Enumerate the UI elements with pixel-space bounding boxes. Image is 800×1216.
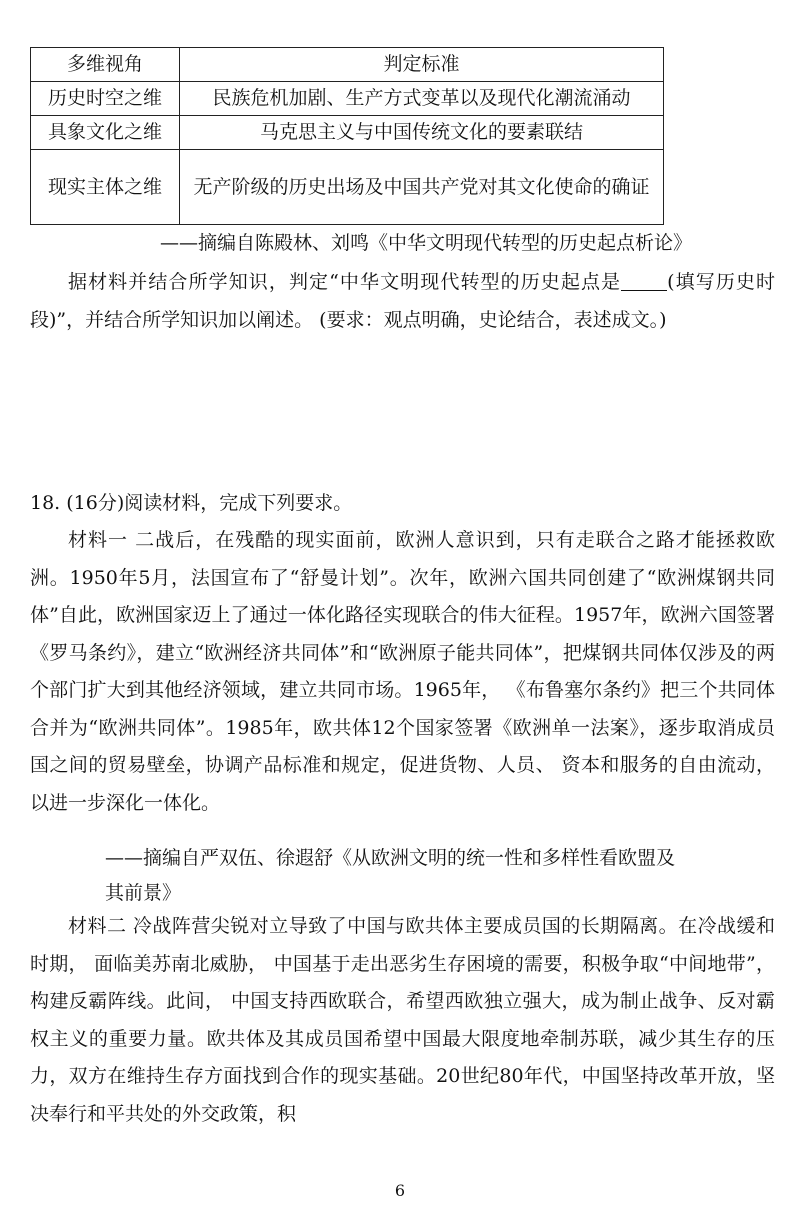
question-text: 据材料并结合所学知识，判定“中华文明现代转型的历史起点是	[68, 271, 622, 293]
source-citation: ——摘编自严双伍、徐遐舒《从欧洲文明的统一性和多样性看欧盟及	[105, 847, 676, 869]
table-row	[31, 116, 664, 150]
criteria-table	[30, 47, 664, 225]
table-header-cell: 判定标准	[180, 48, 664, 82]
table-cell: 马克思主义与中国传统文化的要素联结	[180, 116, 664, 150]
table-cell: 无产阶级的历史出场及中国共产党对其文化使命的确证	[180, 150, 664, 225]
source-citation: 其前景》	[105, 882, 182, 904]
question-17-prompt	[30, 264, 775, 339]
table-cell: 民族危机加剧、生产方式变革以及现代化潮流涌动	[180, 82, 664, 116]
table-header-row	[31, 48, 664, 82]
page-number: 6	[394, 1181, 406, 1200]
table-row	[31, 150, 664, 225]
question-text: (填写历史时段)”，并结合所学知识加以阐述。 (要求：观点明确，史论结合，表述成文。)	[30, 271, 776, 331]
material-1: 材料一 二战后，在残酷的现实面前，欧洲人意识到，只有走联合之路才能拯救欧洲。1950年5月，法国宣布了“舒曼计划”。次年，欧洲六国共同创建了“欧洲煤钢共同体”自此，欧洲国家迈上了通过一体化路径实现联合的伟大征程。1957年，欧洲六国签署《罗马条约》，建立“欧洲经济共同体”和“欧洲原子能共同体”，把煤钢共同体仅涉及的两个部门扩大到其他经济领域，建立共同市场。1965年， 《布鲁塞尔条约》把三个共同体合并为“欧洲共同体”。1985年，欧共体12个国家签署《欧洲单一法案》，逐步取消成员国之间的贸易壁垒，协调产品标准和规定，促进货物、人员、 资本和服务的自由流动， 以进一步深化一体化。	[30, 529, 775, 814]
table-header-cell: 多维视角	[31, 48, 180, 82]
table-cell: 历史时空之维	[31, 82, 180, 116]
table-cell: 具象文化之维	[31, 116, 180, 150]
table-cell: 现实主体之维	[31, 150, 180, 225]
material-2: 材料二 冷战阵营尖锐对立导致了中国与欧共体主要成员国的长期隔离。在冷战缓和时期， 面临美苏南北威胁， 中国基于走出恶劣生存困境的需要，积极争取“中间地带”，构建反霸阵线。此间， 中国支持西欧联合，希望西欧独立强大，成为制止战争、反对霸权主义的重要力量。欧共体及其成员国希望中国最大限度地牵制苏联，减少其生存的压力，双方在维持生存方面找到合作的现实基础。20世纪80年代，中国坚持改革开放，坚决奉行和平共处的外交政策，积	[30, 915, 775, 1125]
question-18-title: 18. (16分)阅读材料，完成下列要求。	[30, 492, 353, 514]
table-row	[31, 82, 664, 116]
answer-blank[interactable]	[621, 271, 667, 291]
source-citation: ——摘编自陈殿林、刘鸣《中华文明现代转型的历史起点析论》	[160, 232, 693, 254]
